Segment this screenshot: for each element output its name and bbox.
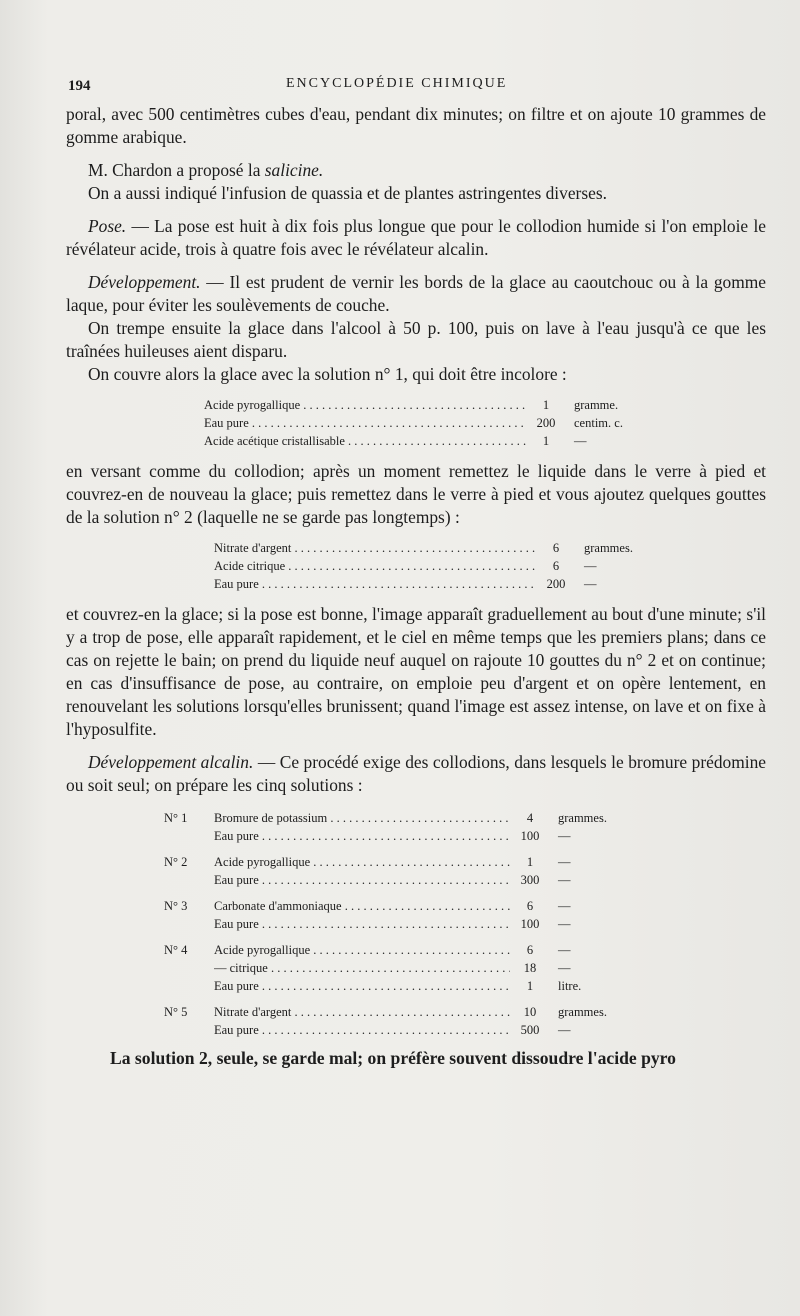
solution-row [66, 827, 766, 845]
ingredient: Acide pyrogallique . . . [214, 941, 510, 959]
quantity: 300 [520, 873, 540, 887]
quantity: 100 [520, 917, 540, 931]
paragraph [66, 271, 766, 317]
paragraph: On trempe ensuite la glace dans l'alcool à 50 p. 100, puis on lave à l'eau jusqu'à ce que les traînées huileuses aient disparu. [66, 318, 766, 361]
solution-number: N° 3 [164, 899, 188, 913]
unit: litre. [558, 979, 582, 993]
ingredient: Eau pure . . . [214, 977, 510, 995]
ingredient: Nitrate d'argent . . . [214, 539, 536, 557]
quantity: 6 [552, 541, 560, 555]
recipe-row [66, 432, 766, 450]
solution-number: N° 2 [164, 855, 188, 869]
paragraph: en versant comme du collodion; après un moment remettez le liquide dans le verre à pied et couvrez-en de nouveau la glace; puis remettez dans le verre à pied et vous ajoutez quelques gouttes de la solution n° 2 (laquelle ne se garde pas longtemps) : [66, 461, 766, 527]
solution-row [66, 853, 766, 871]
solution-number: N° 1 [164, 811, 188, 825]
paragraph: On couvre alors la glace avec la solution n° 1, qui doit être incolore : [88, 364, 567, 384]
recipe-row [66, 575, 766, 593]
italic-text: salicine. [264, 160, 324, 180]
text: M. Chardon a proposé la [88, 160, 265, 180]
unit: grammes. [558, 1005, 607, 1019]
solution-row [66, 809, 766, 827]
paragraph [66, 751, 766, 797]
recipe-row [66, 557, 766, 575]
solution-number: N° 4 [164, 943, 188, 957]
solution-row [66, 897, 766, 915]
page-header [68, 72, 760, 102]
ingredient: Acide pyrogallique . . . [214, 853, 510, 871]
page-number: 194 [68, 78, 91, 94]
ingredient: Acide citrique . . . [214, 557, 536, 575]
final-line: La solution 2, seule, se garde mal; on préfère souvent dissoudre l'acide pyro [110, 1048, 676, 1068]
solution-row [66, 977, 766, 995]
unit: — [584, 577, 597, 591]
ingredient: Acide pyrogallique . . . [204, 396, 526, 414]
recipe-row [66, 396, 766, 414]
quantity: 200 [536, 416, 556, 430]
unit: — [558, 899, 571, 913]
quantity: 6 [552, 559, 560, 573]
ingredient: Eau pure . . . [214, 1021, 510, 1039]
solution-number: N° 5 [164, 1005, 188, 1019]
unit: — [584, 559, 597, 573]
quantity: 100 [520, 829, 540, 843]
text: — La pose est huit à dix fois plus longue que pour le collodion humide si l'on emploie le révélateur acide, trois à quatre fois avec le révélateur alcalin. [66, 216, 766, 259]
recipe-row [66, 414, 766, 432]
unit: — [558, 1023, 571, 1037]
ingredient: Nitrate d'argent . . . [214, 1003, 510, 1021]
ingredient: Acide acétique cristallisable . . . [204, 432, 526, 450]
quantity: 6 [526, 899, 534, 913]
ingredient: — citrique . . . [214, 959, 510, 977]
paragraph: On a aussi indiqué l'infusion de quassia et de plantes astringentes diverses. [88, 183, 607, 203]
solution-row [66, 959, 766, 977]
solution-block [66, 897, 766, 933]
unit: — [558, 961, 571, 975]
unit: gramme. [574, 398, 619, 412]
italic-heading: Développement. [88, 272, 201, 292]
unit: grammes. [558, 811, 607, 825]
solution-row [66, 1003, 766, 1021]
unit: — [558, 917, 571, 931]
quantity: 6 [526, 943, 534, 957]
ingredient: Carbonate d'ammoniaque . . . [214, 897, 510, 915]
solution-row [66, 915, 766, 933]
solution-block [66, 1003, 766, 1039]
solution-row [66, 871, 766, 889]
paragraph: poral, avec 500 centimètres cubes d'eau, pendant dix minutes; on filtre et on ajoute 10 grammes de gomme arabique. [66, 104, 766, 147]
solution-row [66, 941, 766, 959]
recipe-table-1 [66, 396, 766, 450]
ingredient: Eau pure . . . [204, 414, 526, 432]
paragraph [66, 215, 766, 261]
quantity: 1 [542, 434, 550, 448]
ingredient: Bromure de potassium . . . [214, 809, 510, 827]
paragraph: et couvrez-en la glace; si la pose est bonne, l'image apparaît graduellement au bout d'une minute; s'il y a trop de pose, elle apparaît rapidement, et le ciel en même temps que les premiers plans; dans ce cas on rejette le bain; on prend du liquide neuf auquel on rajoute 10 gouttes du n° 2 et on continue; en cas d'insuffisance de pose, au contraire, on emploie peu d'argent et on opère lentement, en renouvelant les solutions lorsqu'elles brunissent; quand l'image est assez intense, on lave et on fixe à l'hyposulfite. [66, 604, 766, 739]
quantity: 1 [526, 855, 534, 869]
solution-row [66, 1021, 766, 1039]
ingredient: Eau pure . . . [214, 575, 536, 593]
quantity: 1 [542, 398, 550, 412]
text: — Ce procédé exige des collodions, dans lesquels le bromure prédomine ou soit seul; on prépare les cinq solutions : [66, 752, 766, 795]
solution-block [66, 809, 766, 845]
quantity: 500 [520, 1023, 540, 1037]
unit: — [558, 855, 571, 869]
unit: — [558, 873, 571, 887]
quantity: 18 [523, 961, 537, 975]
solution-block [66, 853, 766, 889]
page-body [66, 103, 766, 1070]
ingredient: Eau pure . . . [214, 827, 510, 845]
paragraph [66, 159, 766, 182]
quantity: 1 [526, 979, 534, 993]
quantity: 200 [546, 577, 566, 591]
recipe-table-2 [66, 539, 766, 593]
running-title: ENCYCLOPÉDIE CHIMIQUE [286, 76, 508, 91]
italic-heading: Pose. [88, 216, 127, 236]
unit: — [574, 434, 587, 448]
ingredient: Eau pure . . . [214, 871, 510, 889]
solutions-table [66, 809, 766, 1039]
ingredient: Eau pure . . . [214, 915, 510, 933]
quantity: 4 [526, 811, 534, 825]
unit: — [558, 943, 571, 957]
text: — Il est prudent de vernir les bords de la glace au caoutchouc ou à la gomme laque, pour éviter les soulèvements de couche. [66, 272, 766, 315]
unit: centim. c. [574, 416, 623, 430]
italic-heading: Développement alcalin. [88, 752, 254, 772]
recipe-row [66, 539, 766, 557]
unit: grammes. [584, 541, 633, 555]
quantity: 10 [523, 1005, 537, 1019]
solution-block [66, 941, 766, 995]
unit: — [558, 829, 571, 843]
